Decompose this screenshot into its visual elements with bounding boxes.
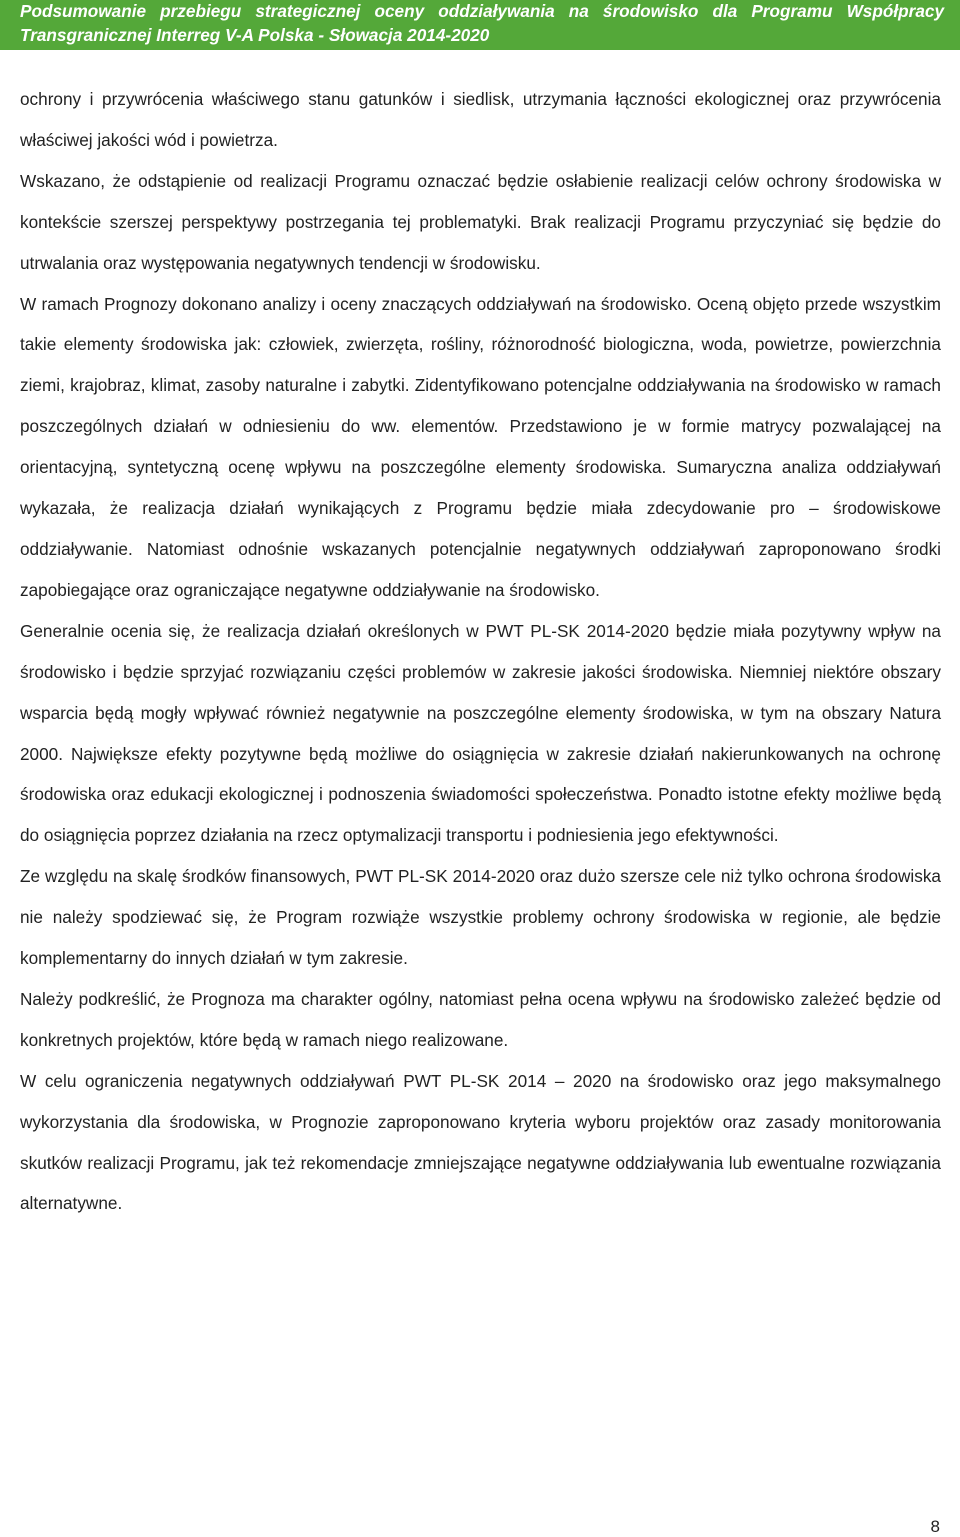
paragraph-3: W ramach Prognozy dokonano analizy i oceny znaczących oddziaływań na środowisko. Oceną objęto przede wszystkim takie elementy środowiska jak: człowiek, zwierzęta, rośliny, różnorodność biologiczna, woda, powietrze, powierzchnia ziemi, krajobraz, klimat, zasoby naturalne i zabytki. Zidentyfikowano potencjalne oddziaływania na środowisko w ramach poszczególnych działań w odniesieniu do ww. elementów. Przedstawiono je w formie matrycy pozwalającej na orientacyjną, syntetyczną ocenę wpływu na poszczególne elementy środowiska. Sumaryczna analiza oddziaływań wykazała, że realizacja działań wynikających z Programu będzie miała zdecydowanie pro – środowiskowe oddziaływanie. Natomiast odnośnie wskazanych potencjalnie negatywnych oddziaływań zaproponowano środki zapobiegające oraz ograniczające negatywne oddziaływanie na środowisko. [20, 293, 941, 600]
paragraph-6: Należy podkreślić, że Prognoza ma charakter ogólny, natomiast pełna ocena wpływu na środowisko zależeć będzie od konkretnych projektów, które będą w ramach niego realizowane. [20, 988, 941, 1050]
paragraph-4: Generalnie ocenia się, że realizacja działań określonych w PWT PL-SK 2014-2020 będzie miała pozytywny wpływ na środowisko i będzie sprzyjać rozwiązaniu części problemów w zakresie jakości środowiska. Niemniej niektóre obszary wsparcia będą mogły wpływać również negatywnie na poszczególne elementy środowiska, w tym na obszary Natura 2000. Największe efekty pozytywne będą możliwe do osiągnięcia w zakresie działań nakierunkowanych na ochronę środowiska oraz edukacji ekologicznej i podnoszenia świadomości społeczeństwa. Ponadto istotne efekty możliwe będą do osiągnięcia poprzez działania na rzecz optymalizacji transportu i podniesienia jego efektywności. [20, 620, 941, 846]
document-body [20, 79, 941, 1224]
paragraph-2: Wskazano, że odstąpienie od realizacji Programu oznaczać będzie osłabienie realizacji celów ochrony środowiska w kontekście szerszej perspektywy postrzegania tej problematyki. Brak realizacji Programu przyczyniać się będzie do utrwalania oraz występowania negatywnych tendencji w środowisku. [20, 170, 941, 273]
header-title-line-2: Transgranicznej Interreg V-A Polska - Słowacja 2014-2020 [20, 25, 490, 45]
header-title-line-1: Podsumowanie przebiegu strategicznej oceny oddziaływania na środowisko dla Programu Współpracy [20, 1, 944, 21]
paragraph-7: W celu ograniczenia negatywnych oddziaływań PWT PL-SK 2014 – 2020 na środowisko oraz jego maksymalnego wykorzystania dla środowiska, w Prognozie zaproponowano kryteria wyboru projektów oraz zasady monitorowania skutków realizacji Programu, jak też rekomendacje zmniejszające negatywne oddziaływania lub ewentualne rozwiązania alternatywne. [20, 1070, 941, 1214]
document-header [0, 0, 960, 50]
paragraph-5: Ze względu na skalę środków finansowych, PWT PL-SK 2014-2020 oraz dużo szersze cele niż tylko ochrona środowiska nie należy spodziewać się, że Program rozwiąże wszystkie problemy ochrony środowiska w regionie, ale będzie komplementarny do innych działań w tym zakresie. [20, 866, 941, 969]
page-number: 8 [930, 1517, 940, 1536]
paragraph-1: ochrony i przywrócenia właściwego stanu gatunków i siedlisk, utrzymania łączności ekologicznej oraz przywrócenia właściwej jakości wód i powietrza. [20, 89, 941, 150]
